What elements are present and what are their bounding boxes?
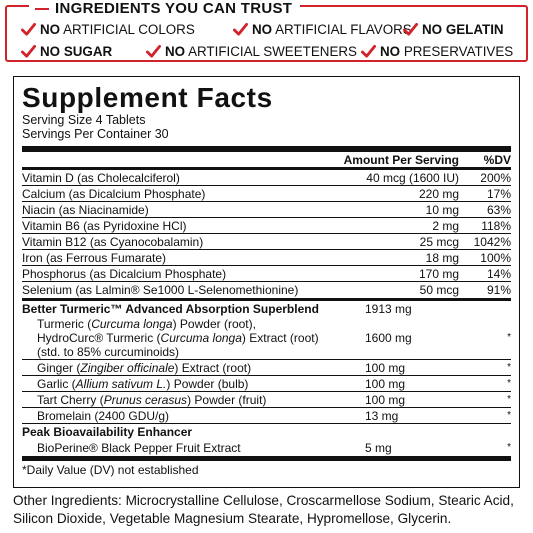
- nutrient-row: [22, 202, 511, 218]
- text: ) Extract (root): [174, 360, 252, 375]
- latin-name: Prunus cerasus: [103, 392, 188, 407]
- blend-ingredient-row: [22, 392, 511, 408]
- checkmark-icon: [21, 44, 36, 59]
- nutrient-row: [22, 186, 511, 202]
- nutrient-name: Calcium (as Dicalcium Phosphate): [22, 186, 206, 201]
- ingredients-trust-box: [5, 0, 528, 62]
- nutrient-row: [22, 218, 511, 234]
- nutrient-dv: 91%: [486, 283, 511, 297]
- dv-header: %DV: [483, 152, 511, 167]
- nutrient-amount: 18 mg: [425, 250, 459, 265]
- nutrient-dv: 1042%: [473, 234, 511, 249]
- ingredient-name: [22, 393, 341, 407]
- text: ) Powder (fruit): [187, 392, 267, 407]
- text: ) Powder (bulb): [166, 376, 249, 391]
- nutrient-row: [22, 170, 511, 186]
- trust-item-no-artificial-sweeteners: [146, 44, 361, 59]
- nutrient-dv: 200%: [480, 170, 511, 185]
- nutrient-name: Selenium (as Lalmin® Se1000 L-Selenomethionine): [22, 283, 299, 297]
- nutrient-row: [22, 266, 511, 282]
- supplement-facts-panel: [13, 76, 520, 488]
- text: HydroCurc® Turmeric (: [37, 331, 161, 345]
- nutrient-row: [22, 282, 511, 298]
- nutrient-name: Niacin (as Niacinamide): [22, 202, 149, 217]
- nutrient-dv: 118%: [481, 218, 511, 233]
- nutrient-amount: 10 mg: [425, 202, 459, 217]
- servings-per-container: Servings Per Container 30: [22, 127, 169, 141]
- enhancer-name: Peak Bioavailability Enhancer: [22, 425, 193, 439]
- nutrient-name: Phosphorus (as Dicalcium Phosphate): [22, 266, 227, 281]
- enhancer-ingredient-row: [22, 440, 511, 456]
- trust-no-label: NO: [40, 44, 61, 59]
- nutrient-dv: 14%: [486, 266, 511, 281]
- ingredient-name: [22, 317, 341, 359]
- ingredient-amount: 100 mg: [365, 376, 406, 391]
- blend-ingredient-row: [22, 376, 511, 392]
- ingredient-dv: *: [507, 377, 511, 389]
- nutrient-amount: 2 mg: [432, 218, 459, 233]
- text: Tart Cherry (: [37, 392, 104, 407]
- checkmark-icon: [233, 22, 248, 37]
- nutrient-name: Vitamin D (as Cholecalciferol): [22, 170, 180, 185]
- trust-title-text: INGREDIENTS YOU CAN TRUST: [55, 0, 293, 17]
- blend-ingredient-row: [22, 360, 511, 376]
- blend-header-row: [22, 301, 511, 317]
- latin-name: Allium sativum L.: [75, 376, 167, 391]
- trust-no-label: NO: [252, 22, 273, 37]
- nutrient-name: Iron (as Ferrous Fumarate): [22, 250, 167, 265]
- nutrient-name: Vitamin B12 (as Cyanocobalamin): [22, 234, 204, 249]
- latin-name: Zingiber officinale: [80, 360, 175, 375]
- trust-no-label: NO: [380, 44, 401, 59]
- text: Ginger (: [37, 360, 81, 375]
- ingredient-dv: *: [507, 361, 511, 373]
- checkmark-icon: [403, 22, 418, 37]
- checkmark-icon: [21, 22, 36, 37]
- trust-item-label: PRESERVATIVES: [400, 44, 514, 59]
- trust-item-no-preservatives: [361, 44, 513, 59]
- text: ) Extract (root): [241, 331, 319, 345]
- checkmark-icon: [146, 44, 161, 59]
- trust-item-label: GELATIN: [442, 22, 504, 37]
- nutrient-row: [22, 250, 511, 266]
- blend-ingredient-row: [22, 408, 511, 424]
- text: ) Powder (root),: [172, 317, 256, 331]
- nutrient-name: Vitamin B6 (as Pyridoxine HCl): [22, 218, 187, 233]
- ingredient-dv: *: [507, 393, 511, 405]
- trust-no-label: NO: [422, 22, 443, 37]
- facts-title: Supplement Facts: [22, 82, 273, 113]
- nutrient-amount: 170 mg: [418, 266, 459, 281]
- ingredient-name: Bromelain (2400 GDU/g): [37, 408, 170, 423]
- text: (std. to 85% curcuminoids): [37, 345, 180, 359]
- trust-no-label: NO: [40, 22, 61, 37]
- latin-name: Curcuma longa: [160, 331, 242, 345]
- nutrient-dv: 17%: [486, 186, 511, 201]
- column-headers: [22, 152, 511, 167]
- blend-amount: 1913 mg: [365, 302, 412, 316]
- ingredient-dv: *: [507, 409, 511, 421]
- other-ingredients: Other Ingredients: Microcrystalline Cellulose, Croscarmellose Sodium, Stearic Acid, Silicon Dioxide, Vegetable Magnesium Stearate, Hypromellose, Glycerin.: [13, 493, 514, 526]
- ingredient-amount: 100 mg: [365, 392, 406, 407]
- checkmark-icon: [361, 44, 376, 59]
- serving-size: Serving Size 4 Tablets: [22, 113, 146, 127]
- ingredient-name: [22, 361, 341, 375]
- trust-no-label: NO: [165, 44, 186, 59]
- ingredient-amount: 1600 mg: [365, 331, 412, 345]
- footnote: *Daily Value (DV) not established: [22, 463, 199, 477]
- nutrient-amount: 25 mcg: [419, 234, 459, 249]
- nutrient-amount: 50 mcg: [419, 283, 459, 297]
- trust-row-2: [21, 44, 520, 59]
- trust-item-label: ARTIFICIAL COLORS: [60, 22, 195, 37]
- trust-row-1: [21, 22, 520, 37]
- nutrient-amount: 40 mcg (1600 IU): [366, 170, 459, 185]
- text: Turmeric (: [37, 317, 92, 331]
- ingredient-dv: *: [507, 442, 511, 453]
- trust-item-no-artificial-flavors: [233, 22, 412, 37]
- trust-item-label: ARTIFICIAL FLAVORS: [272, 22, 412, 37]
- ingredient-name: BioPerine® Black Pepper Fruit Extract: [37, 441, 241, 455]
- trust-item-no-gelatin: [403, 22, 504, 37]
- trust-item-label: ARTIFICIAL SWEETENERS: [185, 44, 357, 59]
- trust-item-no-artificial-colors: [21, 22, 233, 37]
- ingredient-amount: 5 mg: [365, 441, 392, 455]
- ingredient-amount: 100 mg: [365, 360, 406, 375]
- ingredient-name: [22, 377, 341, 391]
- trust-item-no-sugar: [21, 44, 146, 59]
- nutrient-dv: 100%: [480, 250, 511, 265]
- ingredient-amount: 13 mg: [365, 408, 399, 423]
- amount-per-serving-header: Amount Per Serving: [343, 152, 459, 167]
- nutrient-row: [22, 234, 511, 250]
- nutrient-dv: 63%: [486, 202, 511, 217]
- enhancer-header-row: [22, 424, 511, 440]
- trust-item-label: SUGAR: [60, 44, 113, 59]
- title-dash: [35, 8, 49, 10]
- text: Garlic (: [37, 376, 76, 391]
- trust-title: [29, 0, 300, 17]
- blend-name: Better Turmeric™ Advanced Absorption Superblend: [22, 302, 319, 316]
- nutrient-amount: 220 mg: [418, 186, 459, 201]
- ingredient-dv: *: [507, 332, 511, 343]
- latin-name: Curcuma longa: [91, 317, 173, 331]
- blend-ingredient-row: [22, 317, 511, 360]
